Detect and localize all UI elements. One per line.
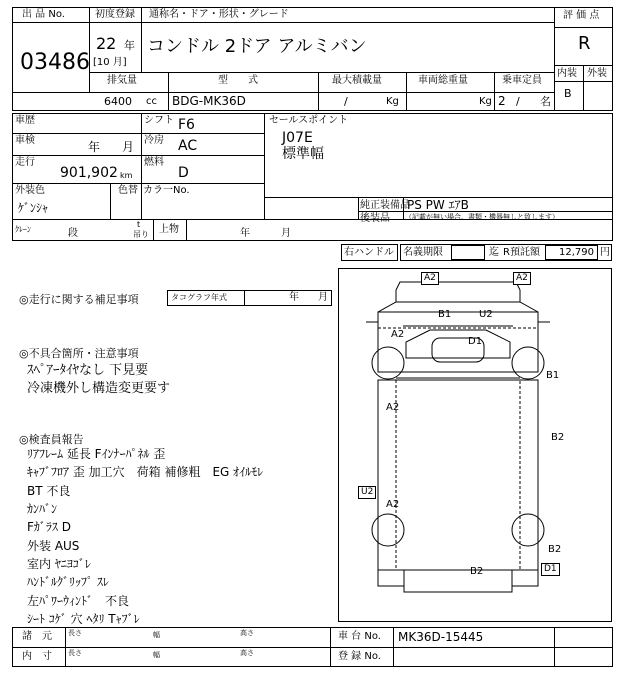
tachograph-year: 年 <box>289 292 299 303</box>
color-no-label: カラ一No. <box>143 185 190 196</box>
capacity-unit: 名 <box>540 95 551 108</box>
damage-mark-a2-lower-left: A2 <box>386 499 400 510</box>
interior-label: 内装 <box>557 68 577 79</box>
aftermarket-note: （記載が無い場合、書類・機器無しと致します） <box>405 213 559 221</box>
damage-mark-b1-windshield: B1 <box>438 309 452 320</box>
aftermarket-label: 後装品 <box>360 213 390 224</box>
reg-month: [10 月] <box>93 57 127 68</box>
inspection-label: 車検 <box>15 135 35 146</box>
damage-mark-d1-cabin: D1 <box>468 336 483 347</box>
recycle-unit: 円 <box>600 247 610 258</box>
car-name-label: 通称名・ドア・形状・グレード <box>149 9 289 20</box>
damage-mark-a2-box-left: A2 <box>386 402 400 413</box>
crane-dan: 段 <box>68 228 78 239</box>
inspector-line-4: ｶﾝﾊﾞﾝ <box>27 502 58 516</box>
gross-weight-label: 車両総重量 <box>418 75 468 86</box>
inspection-month-unit: 月 <box>122 140 135 154</box>
damage-mark-d1-rear: D1 <box>541 563 560 576</box>
recycle-label: R預託額 <box>503 247 540 258</box>
shift-label: シフト <box>144 115 174 126</box>
fuel-value: D <box>178 165 189 181</box>
damage-mark-b1-right: B1 <box>546 370 560 381</box>
defect-line-2: 冷凍機外し構造変更要す <box>27 381 171 396</box>
shift-value: F6 <box>178 117 195 133</box>
damage-mark-u2-left-side: U2 <box>358 486 376 499</box>
name-change-label: 名義期限 <box>403 247 443 258</box>
damage-mark-b2-lower-right: B2 <box>548 544 562 555</box>
damage-mark-a2-top-left: A2 <box>421 272 439 285</box>
first-registration-label: 初度登録 <box>95 9 135 20</box>
gross-weight-unit: Kg <box>479 96 492 107</box>
inner-dims-label: 内 寸 <box>22 651 52 662</box>
crane-hang: 吊り <box>133 230 149 239</box>
inspector-line-9: 左ﾊﾟﾜｰｳｨﾝﾄﾞ 不良 <box>27 594 130 608</box>
displacement-value: 6400 <box>104 95 132 108</box>
dims-length-label: 長さ <box>68 629 82 637</box>
mount-month: 月 <box>281 228 291 239</box>
exterior-color-label: 外装色 <box>15 185 45 196</box>
model-label: 型 式 <box>218 75 258 86</box>
inner-length-label: 長さ <box>68 649 82 657</box>
damage-mark-a2-cab-side: A2 <box>391 329 405 340</box>
damage-mark-u2-cab: U2 <box>479 309 493 320</box>
aircon-label: 冷房 <box>144 135 164 146</box>
inspector-line-8: ﾊﾝﾄﾞﾙｸﾞﾘｯﾌﾟ ｽﾚ <box>27 575 109 589</box>
max-load-sep: / <box>344 95 348 108</box>
damage-mark-a2-top-right: A2 <box>513 272 531 285</box>
inner-height-label: 高さ <box>240 649 254 657</box>
capacity-sep: / <box>516 95 520 108</box>
mount-label: 上物 <box>159 224 179 235</box>
registration-label: 登 録 No. <box>338 651 381 662</box>
equipment-value: PS PW ｴｱB <box>407 198 469 212</box>
inspector-line-7: 室内 ﾔﾆﾖｺﾞﾚ <box>27 557 91 571</box>
displacement-label: 排気量 <box>107 75 137 86</box>
separator-label: 迄 <box>489 247 499 258</box>
inspector-line-1: ﾘｱﾌﾚｰﾑ 延長 Fｲﾝﾅｰﾊﾟﾈﾙ 歪 <box>27 447 166 461</box>
lot-label: 出 品 No. <box>22 9 65 20</box>
tachograph-month: 月 <box>318 292 328 303</box>
defects-title: ◎不具合箇所・注意事項 <box>19 347 139 360</box>
color-change-label: 色替 <box>118 185 138 196</box>
rating-value: R <box>578 33 591 54</box>
dims-label: 諸 元 <box>22 631 52 642</box>
max-load-label: 最大積載量 <box>332 75 382 86</box>
exterior-label: 外装 <box>587 68 607 79</box>
sales-point-label: セールスポイント <box>269 115 349 126</box>
dims-width-label: 幅 <box>153 631 160 639</box>
right-hand-label: 右ハンドル <box>344 247 394 258</box>
fuel-label: 燃料 <box>144 157 164 168</box>
inspector-line-6: 外装 AUS <box>27 539 80 553</box>
sales-point-line-1: J07E <box>282 130 313 146</box>
name-change-date-box <box>451 245 485 260</box>
rating-label: 評 価 点 <box>563 10 600 21</box>
recycle-amount: 12,790 <box>559 247 594 258</box>
capacity-value: 2 <box>498 94 506 108</box>
dims-height-label: 高さ <box>240 629 254 637</box>
interior-grade: B <box>564 87 572 100</box>
capacity-label: 乗車定員 <box>502 75 542 86</box>
displacement-unit: cc <box>146 96 157 107</box>
inspector-line-10: ｼｰﾄ ｺｹﾞ 穴 ﾍﾀﾘ Tｬﾌﾞﾚ <box>27 612 140 626</box>
tachograph-label: タコグラフ年式 <box>171 293 227 302</box>
damage-mark-b2-rear: B2 <box>470 566 484 577</box>
chassis-label: 車 台 No. <box>338 631 381 642</box>
reg-year-unit: 年 <box>124 39 135 52</box>
mount-year: 年 <box>240 228 250 239</box>
mileage-unit: km <box>120 171 133 180</box>
inspector-line-2: ｷｬﾌﾞﾌﾛｱ 歪 加工穴 荷箱 補修粗 EG ｵｲﾙﾓﾚ <box>27 465 264 479</box>
inspection-year-unit: 年 <box>88 140 101 154</box>
car-name: コンドル 2ドア アルミバン <box>147 36 367 57</box>
inspector-line-5: Fｶﾞﾗｽ D <box>27 520 71 534</box>
history-label: 車歴 <box>15 115 35 126</box>
sales-point-line-2: 標準幅 <box>282 146 324 162</box>
mileage-value: 901,902 <box>60 165 118 181</box>
reg-year: 22 <box>96 34 117 53</box>
driving-notes-title: ◎走行に関する補足事項 <box>19 293 139 306</box>
defect-line-1: ｽﾍﾟｱｰﾀｲﾔなし 下見要 <box>27 363 149 378</box>
damage-mark-b2-box-right: B2 <box>551 432 565 443</box>
crane-t: t <box>137 220 141 229</box>
model-value: BDG-MK36D <box>172 94 246 108</box>
aircon-value: AC <box>178 138 198 154</box>
chassis-number: MK36D-15445 <box>398 630 484 644</box>
inspector-line-3: BT 不良 <box>27 484 71 498</box>
crane-label: ｸﾚｰﾝ <box>15 225 31 234</box>
max-load-unit: Kg <box>386 96 399 107</box>
lot-number: 03486 <box>20 50 90 75</box>
inner-width-label: 幅 <box>153 651 160 659</box>
exterior-color-value: ｹﾞﾝｼｬ <box>18 201 49 215</box>
equipment-label: 純正装備品 <box>360 200 410 211</box>
inspector-title: ◎検査員報告 <box>19 433 84 446</box>
mileage-label: 走行 <box>15 157 35 168</box>
